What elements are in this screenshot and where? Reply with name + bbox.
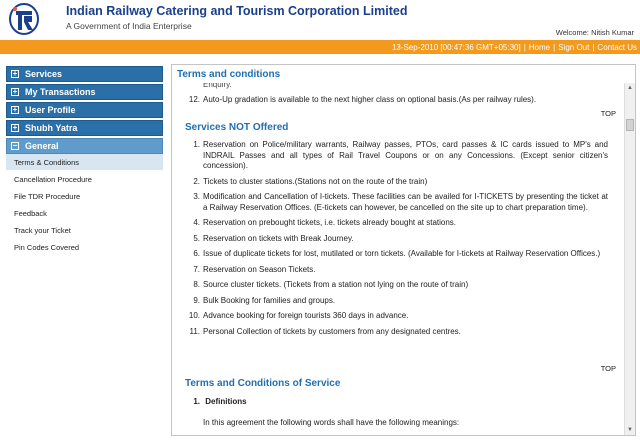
top-link[interactable]: TOP (600, 109, 616, 118)
terms-scroll-area[interactable] (172, 83, 624, 435)
expand-plus-icon: + (12, 87, 18, 96)
expand-plus-icon: + (12, 69, 18, 78)
org-name: Indian Railway Catering and Tourism Corporation Limited (66, 4, 408, 18)
item-text: Tickets to cluster stations.(Stations not on the route of the train) (203, 176, 428, 186)
separator: | (523, 42, 526, 52)
menu-label: General (25, 141, 59, 151)
top-bar (0, 40, 640, 54)
clipped-text: Enquiry. (203, 83, 232, 89)
item-number: 1. (193, 397, 200, 406)
list-item (172, 234, 612, 245)
welcome-text: Welcome: Nitish Kumar (555, 28, 634, 37)
item-text: Personal Collection of tickets by customers from any designated centres. (203, 326, 461, 336)
item-number: 6. (193, 249, 200, 258)
vertical-scrollbar[interactable] (624, 83, 635, 435)
menu-label: User Profile (25, 105, 76, 115)
menu-my-transactions[interactable] (6, 84, 163, 100)
item-number: 9. (193, 295, 200, 305)
menu-services[interactable] (6, 66, 163, 82)
list-item (172, 265, 612, 276)
item-number: 2. (193, 176, 200, 186)
item-number: 11. (189, 326, 200, 336)
menu-label: Shubh Yatra (25, 123, 78, 133)
top-link[interactable]: TOP (600, 364, 616, 373)
list-item (172, 177, 612, 188)
list-item (172, 192, 612, 213)
item-number: 3. (193, 192, 200, 201)
scroll-thumb[interactable] (626, 119, 634, 131)
item-number: 8. (193, 280, 200, 289)
item-number: 7. (193, 264, 200, 274)
menu-label: My Transactions (25, 87, 96, 97)
scroll-down-arrow-icon[interactable]: ▼ (627, 427, 633, 433)
item-text: Issue of duplicate tickets for lost, mutilated or torn tickets. (Available for I-tickets at Railway Reservation Offices.) (203, 249, 601, 258)
definitions-heading (186, 397, 247, 406)
sidebar-item-file-tdr-procedure[interactable]: File TDR Procedure (6, 188, 163, 205)
item-text: Advance booking for foreign tourists 360 days in advance. (203, 311, 409, 320)
item-text: Bulk Booking for families and groups. (203, 295, 336, 305)
org-subtitle: A Government of India Enterprise (66, 21, 192, 31)
sidebar-item-terms-conditions[interactable]: Terms & Conditions (6, 154, 163, 171)
menu-label: Services (25, 69, 63, 79)
sidebar (6, 66, 163, 256)
list-item (172, 311, 612, 322)
item-text: Reservation on prebought tickets, i.e. tickets already bought at stations. (203, 218, 457, 227)
item-text: Reservation on Season Tickets. (203, 264, 316, 274)
services-not-offered-list (172, 140, 612, 342)
terms-list (172, 95, 612, 111)
item-text: Reservation on tickets with Break Journey. (203, 233, 354, 243)
contact-us-link[interactable]: Contact Us (597, 42, 637, 52)
datetime-display: 13-Sep-2010 [00:47:36 GMT+05:30] (391, 42, 521, 52)
page-header (0, 0, 640, 40)
sign-out-link[interactable]: Sign Out (558, 42, 590, 52)
list-item (172, 327, 612, 338)
item-text: Modification and Cancellation of I-tickets. These facilities can be availed for I-TICKETS by presenting the ticket at a Railway Reservation Offices. (E-tickets can however, be cancelled on the site up to chart preparation time). (203, 192, 608, 212)
list-item (172, 140, 612, 172)
home-link[interactable]: Home (528, 42, 551, 52)
sidebar-item-pin-codes[interactable]: Pin Codes Covered (6, 239, 163, 256)
collapse-minus-icon: − (12, 141, 18, 150)
expand-plus-icon: + (12, 123, 18, 132)
item-number: 4. (193, 218, 200, 227)
sidebar-item-cancellation-procedure[interactable]: Cancellation Procedure (6, 171, 163, 188)
list-item (172, 280, 612, 291)
section-title-terms-of-service: Terms and Conditions of Service (185, 378, 341, 389)
definitions-text: In this agreement the following words shall have the following meanings: (203, 418, 460, 427)
item-text: Auto-Up gradation is available to the next higher class on optional basis.(As per railway rules). (203, 95, 537, 104)
menu-user-profile[interactable] (6, 102, 163, 118)
expand-plus-icon: + (12, 105, 18, 114)
list-item (172, 249, 612, 260)
sidebar-item-feedback[interactable]: Feedback (6, 205, 163, 222)
menu-general[interactable] (6, 138, 163, 154)
separator: | (592, 42, 595, 52)
item-text: Source cluster tickets. (Tickets from a station not lying on the route of train) (203, 280, 469, 289)
item-number: 5. (193, 233, 200, 243)
item-number: 1. (193, 140, 200, 149)
list-item (172, 296, 612, 307)
item-number: 12. (188, 95, 200, 104)
menu-shubh-yatra[interactable] (6, 120, 163, 136)
list-item (172, 218, 612, 229)
item-number: 10. (188, 311, 200, 320)
item-text: Reservation on Police/military warrants, Railway passes, PTOs, card passes & IC cards issued to MP's and INDRAIL Passes and all types of Rail Travel Coupons or on any Concessions. (Except senior citizen's concession). (203, 140, 608, 170)
content-panel (171, 64, 636, 436)
separator: | (553, 42, 556, 52)
content-title: Terms and conditions (177, 69, 281, 80)
irctc-logo-icon[interactable] (6, 2, 56, 36)
scroll-up-arrow-icon[interactable]: ▲ (627, 85, 633, 91)
sidebar-item-track-ticket[interactable]: Track your Ticket (6, 222, 163, 239)
section-title-services-not-offered: Services NOT Offered (185, 122, 289, 133)
definitions-label: Definitions (205, 397, 247, 406)
list-item (172, 95, 612, 106)
